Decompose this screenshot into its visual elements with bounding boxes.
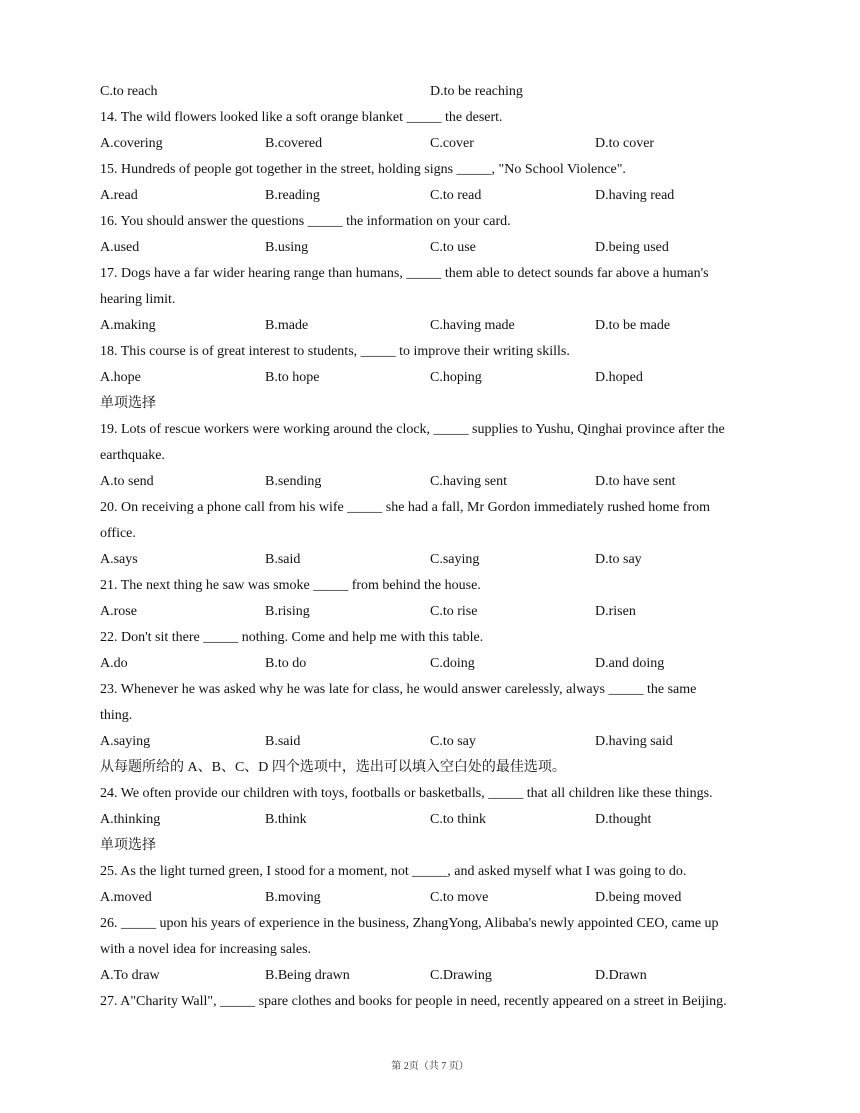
option-c: C.saying bbox=[430, 552, 480, 567]
option-c: C.Drawing bbox=[430, 968, 492, 983]
option-a: A.making bbox=[100, 318, 156, 333]
question-q16 bbox=[100, 209, 770, 261]
option-c: C.doing bbox=[430, 656, 475, 671]
option-b: B.to do bbox=[265, 656, 307, 671]
option-a: A.thinking bbox=[100, 812, 161, 827]
question-q20 bbox=[100, 495, 770, 573]
options-row bbox=[100, 729, 770, 755]
option-b: B.said bbox=[265, 552, 301, 567]
top-options-row bbox=[100, 79, 770, 105]
question-q26 bbox=[100, 911, 770, 989]
option-a: A.moved bbox=[100, 890, 152, 905]
question-stem: 14. The wild flowers looked like a soft orange blanket _____ the desert. bbox=[100, 110, 503, 125]
option-c: C.having sent bbox=[430, 474, 507, 489]
question-stem: 16. You should answer the questions _____ the information on your card. bbox=[100, 214, 511, 229]
option-d: D.being moved bbox=[595, 890, 682, 905]
question-stem: earthquake. bbox=[100, 448, 165, 463]
option-b: B.Being drawn bbox=[265, 968, 350, 983]
question-q23 bbox=[100, 677, 770, 755]
option-a: A.says bbox=[100, 552, 138, 567]
question-stem: 22. Don't sit there _____ nothing. Come and help me with this table. bbox=[100, 630, 484, 645]
question-q17 bbox=[100, 261, 770, 339]
options-row bbox=[100, 963, 770, 989]
question-list bbox=[100, 79, 770, 1015]
option-c: C.having made bbox=[430, 318, 515, 333]
question-stem: office. bbox=[100, 526, 136, 541]
options-row bbox=[100, 885, 770, 911]
question-q21 bbox=[100, 573, 770, 625]
option-c: C.to rise bbox=[430, 604, 478, 619]
option-b: B.rising bbox=[265, 604, 310, 619]
option-c: C.to read bbox=[430, 188, 482, 203]
option-d: D.to cover bbox=[595, 136, 655, 151]
option-c: C.to think bbox=[430, 812, 487, 827]
question-stem: hearing limit. bbox=[100, 292, 176, 307]
option-d: D.to be made bbox=[595, 318, 671, 333]
option-a: A.to send bbox=[100, 474, 154, 489]
section-heading: 单项选择 bbox=[100, 838, 156, 853]
option-d: D.having read bbox=[595, 188, 675, 203]
options-row bbox=[100, 365, 770, 391]
option-b: B.covered bbox=[265, 136, 323, 151]
question-q27 bbox=[100, 989, 770, 1015]
option-a: A.covering bbox=[100, 136, 163, 151]
question-stem: 21. The next thing he saw was smoke _____ from behind the house. bbox=[100, 578, 481, 593]
option-b: B.think bbox=[265, 812, 307, 827]
question-stem: 18. This course is of great interest to students, _____ to improve their writing skills. bbox=[100, 344, 570, 359]
option-d: D.risen bbox=[595, 604, 636, 619]
options-row bbox=[100, 131, 770, 157]
option-d: D.having said bbox=[595, 734, 673, 749]
option-b: B.reading bbox=[265, 188, 320, 203]
question-q25 bbox=[100, 859, 770, 911]
question-stem: thing. bbox=[100, 708, 133, 723]
option-a: A.used bbox=[100, 240, 140, 255]
option-c: C.hoping bbox=[430, 370, 482, 385]
option-d: D.Drawn bbox=[595, 968, 647, 983]
options-row bbox=[100, 469, 770, 495]
question-stem: 26. _____ upon his years of experience in the business, ZhangYong, Alibaba's newly appointed CEO, came up bbox=[100, 916, 719, 931]
option-d: D.hoped bbox=[595, 370, 643, 385]
page-footer: 第 2页（共 7 页） bbox=[391, 1061, 469, 1072]
option-b: B.using bbox=[265, 240, 309, 255]
option-a: A.rose bbox=[100, 604, 137, 619]
option-c: C.to say bbox=[430, 734, 476, 749]
question-q15 bbox=[100, 157, 770, 209]
options-row bbox=[100, 651, 770, 677]
options-row bbox=[100, 547, 770, 573]
options-row bbox=[100, 313, 770, 339]
option-c: C.to reach bbox=[100, 84, 158, 99]
question-stem: 20. On receiving a phone call from his wife _____ she had a fall, Mr Gordon immediately rushed home from bbox=[100, 500, 711, 515]
question-q22 bbox=[100, 625, 770, 677]
option-d: D.and doing bbox=[595, 656, 665, 671]
option-d: D.thought bbox=[595, 812, 652, 827]
question-stem: 19. Lots of rescue workers were working around the clock, _____ supplies to Yushu, Qinghai province after the bbox=[100, 422, 725, 437]
question-stem: 23. Whenever he was asked why he was late for class, he would answer carelessly, always _____ the same bbox=[100, 682, 697, 697]
option-a: A.read bbox=[100, 188, 138, 203]
option-a: A.To draw bbox=[100, 968, 160, 983]
question-stem: 17. Dogs have a far wider hearing range than humans, _____ them able to detect sounds far above a human's bbox=[100, 266, 709, 281]
section-heading: 从每题所给的 A、B、C、D 四个选项中，选出可以填入空白处的最佳选项。 bbox=[100, 760, 566, 775]
option-a: A.saying bbox=[100, 734, 151, 749]
question-stem: with a novel idea for increasing sales. bbox=[100, 942, 312, 957]
option-b: B.moving bbox=[265, 890, 321, 905]
option-c: C.to move bbox=[430, 890, 489, 905]
question-q24 bbox=[100, 781, 770, 833]
option-d: D.to say bbox=[595, 552, 642, 567]
option-b: B.made bbox=[265, 318, 309, 333]
options-row bbox=[100, 807, 770, 833]
option-c: C.to use bbox=[430, 240, 476, 255]
question-stem: 25. As the light turned green, I stood for a moment, not _____, and asked myself what I was going to do. bbox=[100, 864, 687, 879]
option-b: B.sending bbox=[265, 474, 322, 489]
option-b: B.said bbox=[265, 734, 301, 749]
options-row bbox=[100, 599, 770, 625]
option-d: D.being used bbox=[595, 240, 669, 255]
question-stem: 15. Hundreds of people got together in the street, holding signs _____, "No School Violence". bbox=[100, 162, 626, 177]
option-d: D.to be reaching bbox=[430, 84, 523, 99]
option-d: D.to have sent bbox=[595, 474, 676, 489]
question-stem: 27. A"Charity Wall", _____ spare clothes and books for people in need, recently appeared on a street in Beijing. bbox=[100, 994, 727, 1009]
section-heading: 单项选择 bbox=[100, 396, 156, 411]
question-q19 bbox=[100, 417, 770, 495]
option-b: B.to hope bbox=[265, 370, 320, 385]
question-q18 bbox=[100, 339, 770, 391]
question-q14 bbox=[100, 105, 770, 157]
option-a: A.hope bbox=[100, 370, 141, 385]
options-row bbox=[100, 183, 770, 209]
option-a: A.do bbox=[100, 656, 128, 671]
question-stem: 24. We often provide our children with toys, footballs or basketballs, _____ that all children like these things. bbox=[100, 786, 713, 801]
options-row bbox=[100, 235, 770, 261]
option-c: C.cover bbox=[430, 136, 474, 151]
